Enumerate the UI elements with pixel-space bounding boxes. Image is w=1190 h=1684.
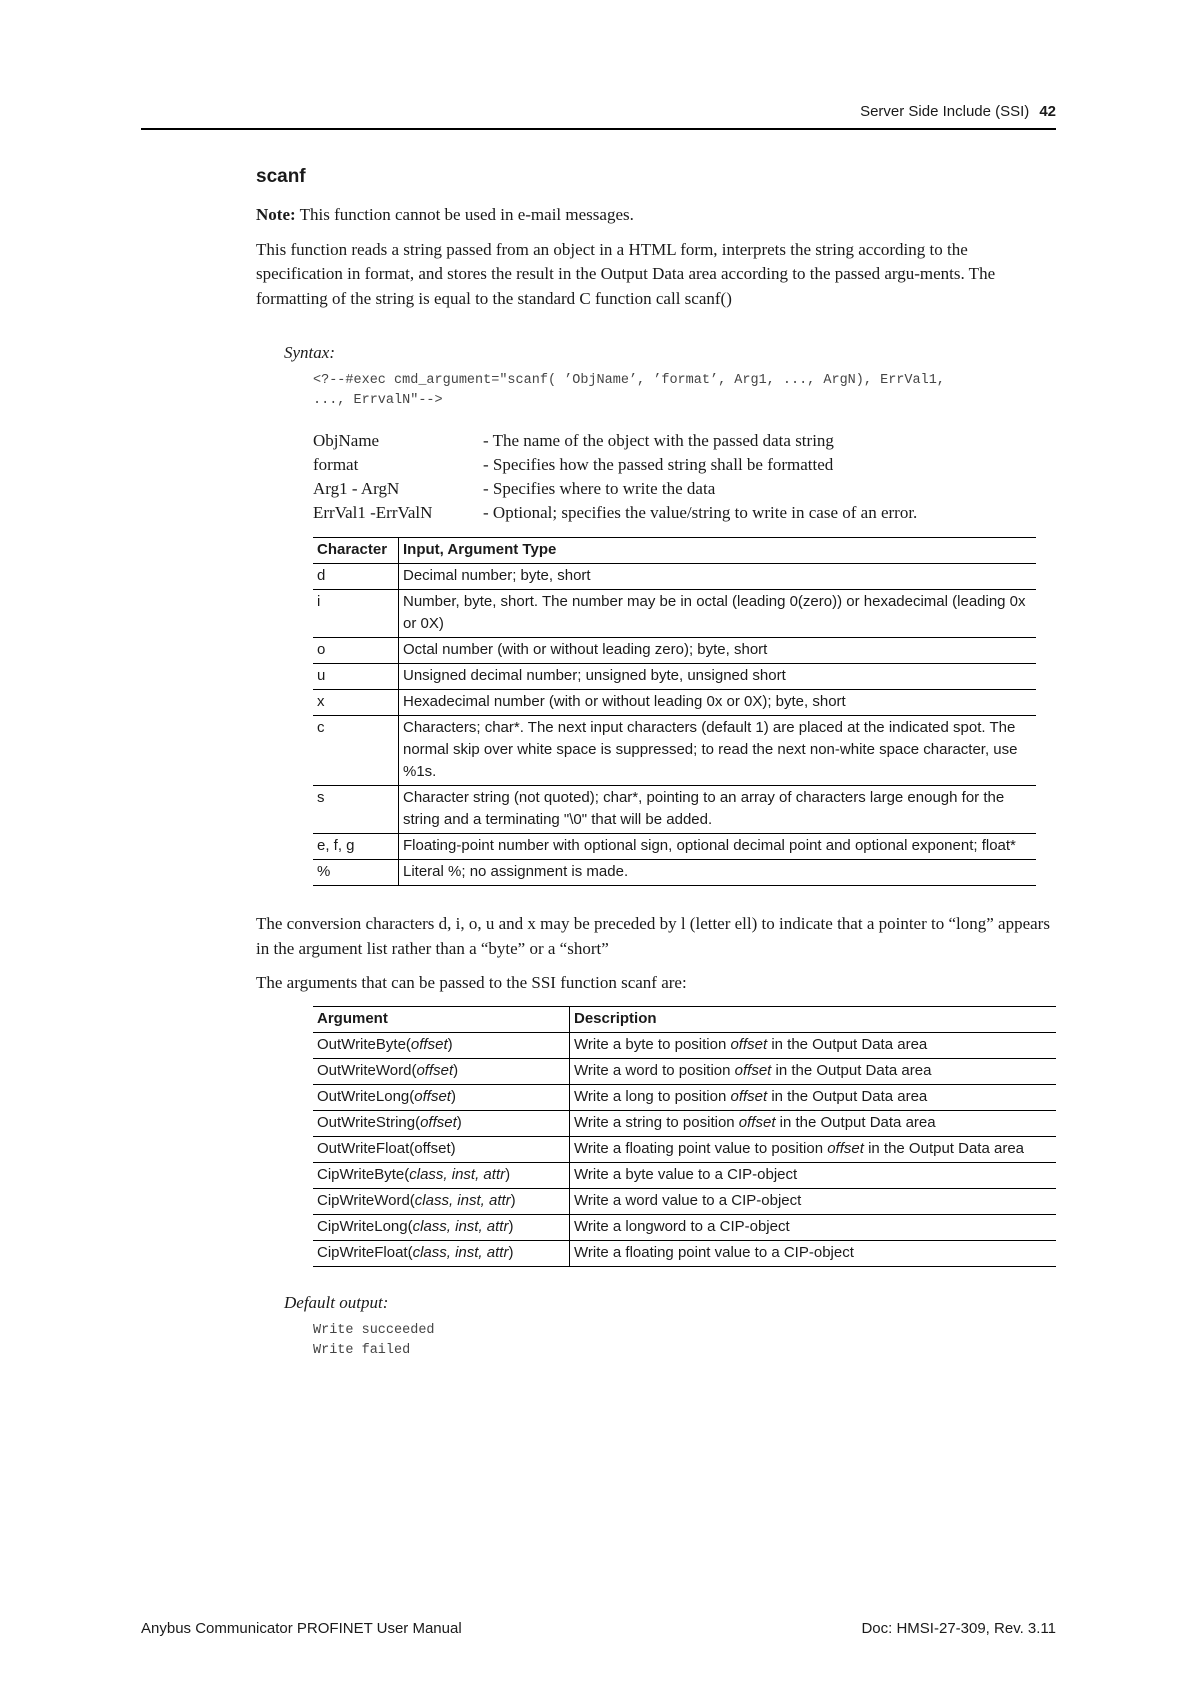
desc-text: Write a long to position — [574, 1087, 731, 1105]
table-cell — [570, 1058, 1057, 1084]
default-output-label: Default output: — [284, 1292, 389, 1312]
arg-param: offset — [414, 1087, 451, 1105]
table-cell: s — [313, 786, 399, 834]
table-cell: c — [313, 716, 399, 786]
desc-text: Write a string to position — [574, 1113, 739, 1131]
table-header-row — [313, 538, 1036, 564]
footer-title: Anybus Communicator PROFINET User Manual — [141, 1620, 462, 1637]
args-intro: The arguments that can be passed to the SSI function scanf are: — [256, 973, 687, 992]
param-desc: - Optional; specifies the value/string to write in case of an error. — [483, 503, 918, 522]
arg-param: offset — [410, 1035, 448, 1053]
table-cell — [570, 1032, 1057, 1058]
table-cell — [313, 1240, 570, 1266]
table-row — [313, 1032, 1056, 1058]
description: This function reads a string passed from an object in a HTML form, interprets the string according to the specification in format, and stores the result in the Output Data area according to the passed argu-ments. The formatting of the string is equal to the standard C function call scanf() — [256, 239, 996, 308]
footer-doc-ref: Doc: HMSI-27-309, Rev. 3.11 — [861, 1620, 1056, 1637]
table-row — [313, 690, 1036, 716]
arg-close: ) — [450, 1087, 456, 1105]
table-cell: Literal %; no assignment is made. — [399, 860, 1037, 886]
default-output-code — [313, 1321, 1056, 1361]
arg-close: ) — [508, 1217, 514, 1235]
column-header: Input, Argument Type — [399, 538, 1037, 564]
table-cell: x — [313, 690, 399, 716]
table-row — [313, 638, 1036, 664]
note-text: This function cannot be used in e-mail messages. — [299, 205, 634, 224]
arg-function: OutWriteFloat(offset) — [317, 1139, 456, 1157]
table-header-row — [313, 1006, 1056, 1032]
arg-function: OutWriteByte( — [317, 1035, 411, 1053]
table-row — [313, 860, 1036, 886]
table-row — [313, 1162, 1056, 1188]
table-cell — [313, 1188, 570, 1214]
table-row — [313, 1058, 1056, 1084]
table-cell: Write a longword to a CIP-object — [570, 1214, 1057, 1240]
table-row — [313, 664, 1036, 690]
desc-text: Write a byte to position — [574, 1035, 731, 1053]
table-cell — [570, 1110, 1057, 1136]
note-label: Note: — [256, 205, 296, 224]
arg-param: class, inst, attr — [414, 1191, 511, 1209]
param-name: ObjName — [313, 431, 380, 450]
arg-close: ) — [510, 1191, 516, 1209]
table-cell: o — [313, 638, 399, 664]
table-cell: u — [313, 664, 399, 690]
table-cell — [570, 1084, 1057, 1110]
param-row — [313, 429, 1056, 453]
table-row — [313, 1240, 1056, 1266]
desc-emphasis: offset — [738, 1113, 776, 1131]
param-desc: - Specifies where to write the data — [483, 479, 716, 498]
table-row — [313, 716, 1036, 786]
table-cell — [313, 1110, 570, 1136]
character-table — [313, 537, 1036, 886]
table-row — [313, 564, 1036, 590]
arg-function: OutWriteWord( — [317, 1061, 417, 1079]
param-desc: - The name of the object with the passed data string — [483, 431, 834, 450]
table-cell: % — [313, 860, 399, 886]
table-cell: Characters; char*. The next input characters (default 1) are placed at the indicated spot. The normal skip over white space is suppressed; to read the next non-white space character, use %1s. — [399, 716, 1037, 786]
syntax-label: Syntax: — [284, 343, 335, 362]
page-header — [141, 102, 1056, 130]
table-cell: Write a byte value to a CIP-object — [570, 1162, 1057, 1188]
argument-table — [313, 1006, 1056, 1267]
code-line: Write failed — [313, 1342, 411, 1358]
table-row — [313, 1084, 1056, 1110]
page-footer — [141, 1620, 1056, 1637]
param-row — [313, 477, 1056, 501]
table-cell: e, f, g — [313, 834, 399, 860]
arg-param: offset — [416, 1061, 454, 1079]
arg-close: ) — [505, 1165, 511, 1183]
arg-close: ) — [447, 1035, 453, 1053]
table-row — [313, 786, 1036, 834]
table-cell: Character string (not quoted); char*, pointing to an array of characters large enough for the string and a terminating "\0" that will be added. — [399, 786, 1037, 834]
table-cell: Floating-point number with optional sign, optional decimal point and optional exponent; float* — [399, 834, 1037, 860]
main-content — [256, 165, 1056, 1361]
arg-function: OutWriteLong( — [317, 1087, 415, 1105]
table-cell: Hexadecimal number (with or without leading 0x or 0X); byte, short — [399, 690, 1037, 716]
table-cell — [313, 1058, 570, 1084]
arg-param: offset — [420, 1113, 457, 1131]
table-cell — [313, 1162, 570, 1188]
arg-function: CipWriteLong( — [317, 1217, 413, 1235]
table-cell: d — [313, 564, 399, 590]
arg-close: ) — [456, 1113, 462, 1131]
table-cell: Write a floating point value to a CIP-object — [570, 1240, 1057, 1266]
arg-function: CipWriteByte( — [317, 1165, 410, 1183]
table-cell: Write a word value to a CIP-object — [570, 1188, 1057, 1214]
arg-function: CipWriteFloat( — [317, 1243, 413, 1261]
param-row — [313, 453, 1056, 477]
table-cell: Decimal number; byte, short — [399, 564, 1037, 590]
table-row — [313, 1110, 1056, 1136]
desc-emphasis: offset — [827, 1139, 864, 1157]
table-row — [313, 834, 1036, 860]
column-header: Description — [570, 1006, 1057, 1032]
desc-text: in the Output Data area — [771, 1061, 932, 1079]
arg-param: class, inst, attr — [412, 1217, 509, 1235]
header-section: Server Side Include (SSI) — [860, 103, 1030, 120]
desc-text: in the Output Data area — [767, 1087, 928, 1105]
desc-emphasis: offset — [730, 1035, 768, 1053]
table-row — [313, 1188, 1056, 1214]
conversion-note: The conversion characters d, i, o, u and x may be preceded by l (letter ell) to indicate that a pointer to “long” appears in the argument list rather than a “byte” or a “short” — [256, 914, 1050, 958]
desc-text: in the Output Data area — [775, 1113, 936, 1131]
param-row — [313, 501, 1056, 525]
column-header: Character — [313, 538, 399, 564]
arg-close: ) — [508, 1243, 514, 1261]
desc-text: Write a word to position — [574, 1061, 735, 1079]
arg-param: class, inst, attr — [409, 1165, 506, 1183]
table-cell: Unsigned decimal number; unsigned byte, unsigned short — [399, 664, 1037, 690]
table-cell — [313, 1032, 570, 1058]
syntax-code — [313, 371, 1056, 411]
table-row — [313, 590, 1036, 638]
arg-close: ) — [453, 1061, 459, 1079]
desc-emphasis: offset — [734, 1061, 772, 1079]
param-name: ErrVal1 -ErrValN — [313, 503, 433, 522]
code-line: <?--#exec cmd_argument="scanf( ’ObjName’, ’format’, Arg1, ..., ArgN), ErrVal1, — [313, 373, 945, 388]
note — [256, 203, 1056, 228]
table-cell: i — [313, 590, 399, 638]
arg-function: OutWriteString( — [317, 1113, 421, 1131]
param-name: format — [313, 455, 359, 474]
code-line: Write succeeded — [313, 1322, 435, 1338]
table-cell — [313, 1084, 570, 1110]
table-cell — [313, 1136, 570, 1162]
arg-function: CipWriteWord( — [317, 1191, 415, 1209]
table-row — [313, 1214, 1056, 1240]
desc-emphasis: offset — [730, 1087, 768, 1105]
code-line: ..., ErrvalN"--> — [313, 393, 443, 408]
param-name: Arg1 - ArgN — [313, 479, 400, 498]
section-title: scanf — [256, 166, 306, 187]
param-desc: - Specifies how the passed string shall be formatted — [483, 455, 834, 474]
arg-param: class, inst, attr — [412, 1243, 509, 1261]
table-cell: Octal number (with or without leading zero); byte, short — [399, 638, 1037, 664]
desc-text: in the Output Data area — [863, 1139, 1025, 1157]
table-row — [313, 1136, 1056, 1162]
table-cell — [570, 1136, 1057, 1162]
parameter-list — [313, 429, 1056, 525]
desc-text: Write a floating point value to position — [574, 1139, 828, 1157]
page-number: 42 — [1039, 103, 1056, 120]
column-header: Argument — [313, 1006, 570, 1032]
desc-text: in the Output Data area — [767, 1035, 928, 1053]
table-cell: Number, byte, short. The number may be in octal (leading 0(zero)) or hexadecimal (leading 0x or 0X) — [399, 590, 1037, 638]
table-cell — [313, 1214, 570, 1240]
